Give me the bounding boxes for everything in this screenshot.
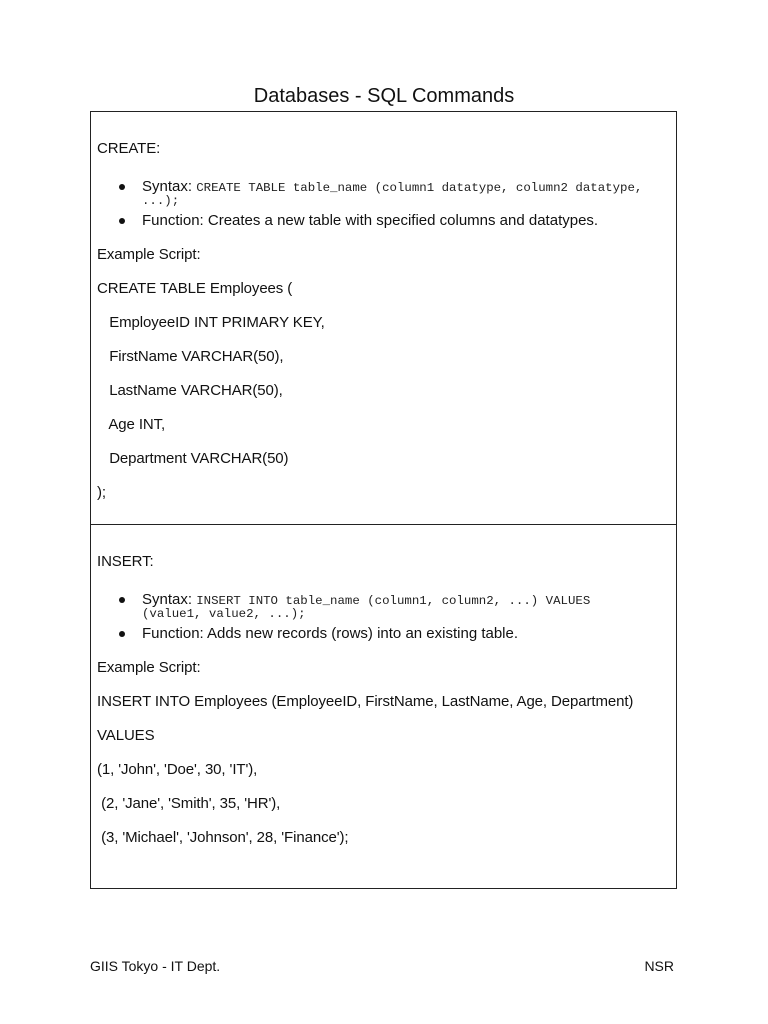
script-line: (1, 'John', 'Doe', 30, 'IT'),: [97, 761, 258, 778]
bullet-icon: [119, 631, 125, 637]
section-heading: INSERT:: [97, 553, 154, 570]
function-text: Function: Creates a new table with specified columns and datatypes.: [142, 212, 599, 229]
script-line: INSERT INTO Employees (EmployeeID, FirstName, LastName, Age, Department): [97, 693, 634, 710]
script-line: VALUES: [97, 727, 155, 744]
script-line: FirstName VARCHAR(50),: [97, 348, 284, 365]
syntax-label: Syntax:: [142, 591, 193, 608]
function-text: Function: Adds new records (rows) into an existing table.: [142, 625, 519, 642]
syntax-code-continued: (value1, value2, ...);: [142, 607, 306, 621]
syntax-code: INSERT INTO table_name (column1, column2, ...) VALUES: [196, 594, 591, 608]
section-heading: CREATE:: [97, 140, 161, 157]
script-line: LastName VARCHAR(50),: [97, 382, 283, 399]
syntax-code-continued: ...);: [142, 194, 180, 208]
commands-table: [90, 111, 677, 889]
bullet-icon: [119, 597, 125, 603]
footer-right: NSR: [644, 958, 674, 974]
script-line: Age INT,: [97, 416, 166, 433]
script-line: Department VARCHAR(50): [97, 450, 289, 467]
create-section: [91, 112, 676, 524]
script-line: EmployeeID INT PRIMARY KEY,: [97, 314, 325, 331]
footer-left: GIIS Tokyo - IT Dept.: [90, 958, 221, 974]
script-line: (3, 'Michael', 'Johnson', 28, 'Finance');: [97, 829, 349, 846]
script-line: );: [97, 484, 106, 501]
page-title: Databases - SQL Commands: [253, 85, 515, 107]
example-label: Example Script:: [97, 246, 201, 263]
script-line: CREATE TABLE Employees (: [97, 280, 293, 297]
syntax-code: CREATE TABLE table_name (column1 datatype, column2 datatype,: [196, 181, 643, 195]
bullet-icon: [119, 218, 125, 224]
example-label: Example Script:: [97, 659, 201, 676]
bullet-icon: [119, 184, 125, 190]
script-line: (2, 'Jane', 'Smith', 35, 'HR'),: [97, 795, 281, 812]
syntax-label: Syntax:: [142, 178, 193, 195]
insert-section: [91, 524, 676, 888]
